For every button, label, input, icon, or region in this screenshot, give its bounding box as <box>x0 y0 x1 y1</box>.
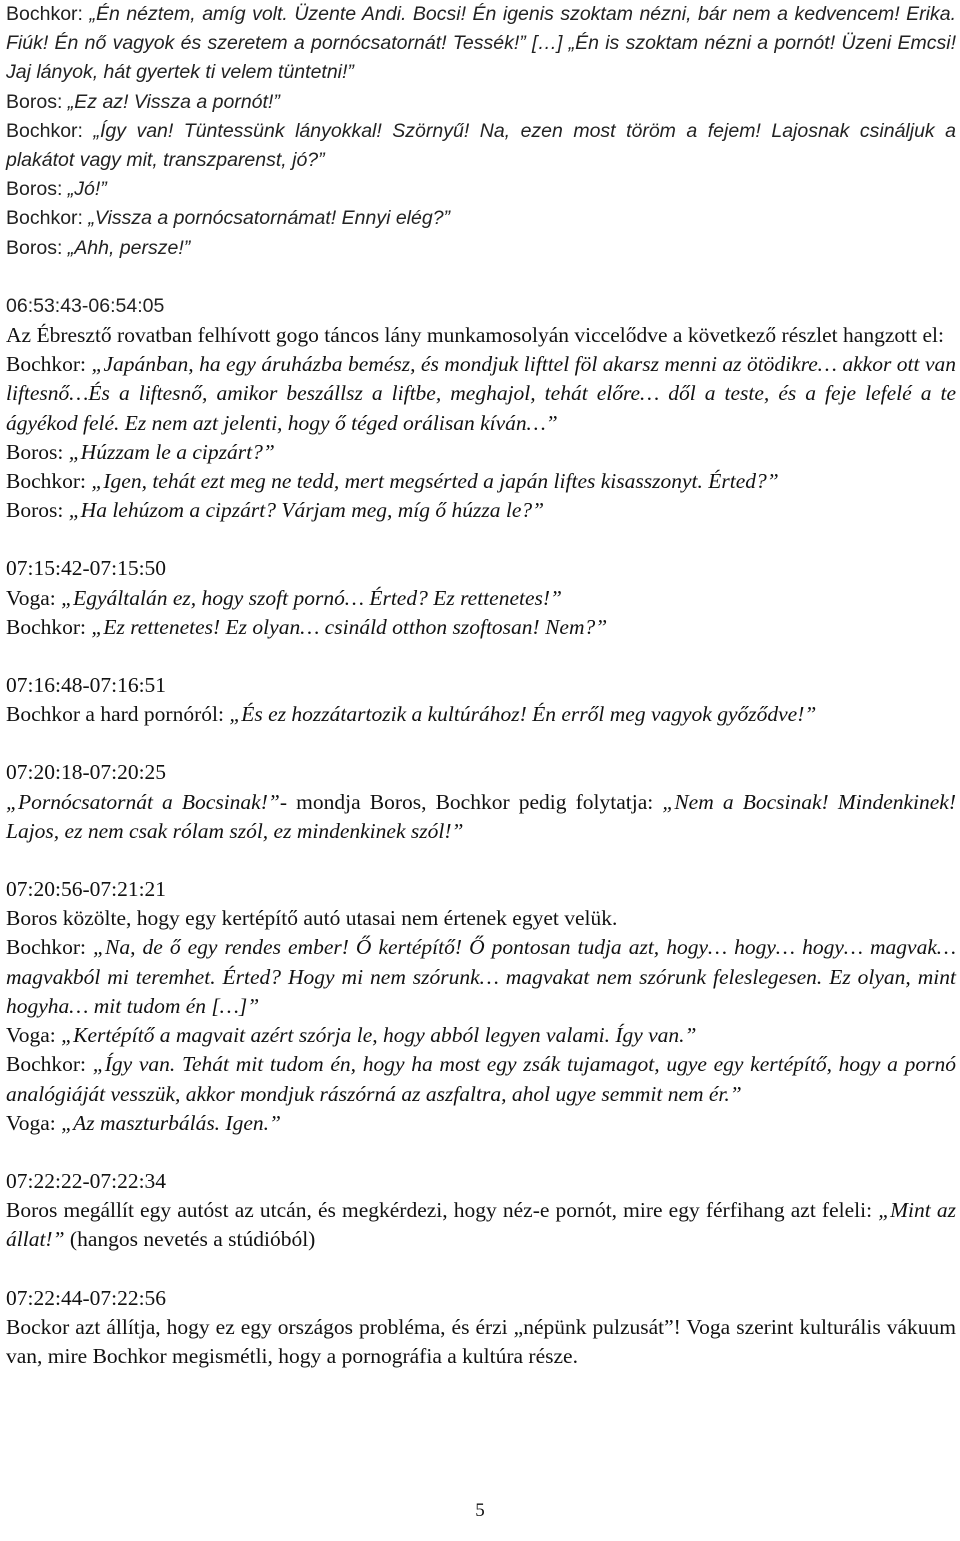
narration-text: Boros közölte, hogy egy kertépítő autó utasai nem értenek egyet velük. <box>6 906 618 931</box>
quoted-speech: „Nem a Bocsinak! Mindenkinek! Lajos, ez nem csak rólam szól, ez mindenkinek szól!” <box>6 789 957 843</box>
timestamp-heading: 07:16:48-07:16:51 <box>6 673 167 698</box>
narration-text: Bochkor: <box>6 614 92 639</box>
section-paragraphs <box>6 700 956 729</box>
quoted-speech: „Kertépítő a magvait azért szórja le, hogy abból legyen valami. Így van.” <box>61 1023 697 1048</box>
quoted-speech: „Húzzam le a cipzárt?” <box>68 439 275 464</box>
narration-text: Bochkor: <box>6 935 94 960</box>
narration-text: Bochkor: <box>6 3 90 25</box>
page-number: 5 <box>475 1500 485 1521</box>
transcript-paragraph <box>6 204 956 233</box>
timestamp-heading: 06:53:43-06:54:05 <box>6 294 165 317</box>
narration-text: Boros: <box>6 178 68 201</box>
transcript-section-2 <box>6 292 956 526</box>
quoted-speech: „Pornócsatornát a Bocsinak!” <box>6 789 280 814</box>
narration-text: Az Ébresztő rovatban felhívott gogo táncos lány munkamosolyán viccelődve a következő részlet hangzott el: <box>6 323 944 348</box>
transcript-paragraph <box>6 700 956 729</box>
transcript-paragraph <box>6 933 956 1021</box>
quoted-speech: „Ahh, persze!” <box>67 236 191 259</box>
quoted-speech: „És ez hozzátartozik a kultúrához! Én erről meg vagyok győződve!” <box>229 702 817 727</box>
transcript-paragraph <box>6 1050 956 1108</box>
transcript-paragraph <box>6 234 956 263</box>
transcript-paragraph <box>6 0 956 88</box>
transcript-paragraph <box>6 88 956 117</box>
section-paragraphs <box>6 584 956 642</box>
narration-text: Bockor azt állítja, hogy ez egy országos probléma, és érzi „népünk pulzusát”! Voga szerint kulturális vákuum van, mire Bochkor megismétli, hogy a pornográfia a kultúra része. <box>6 1314 956 1368</box>
narration-text: Boros megállít egy autóst az utcán, és megkérdezi, hogy néz-e pornót, mire egy férfihang azt feleli: <box>6 1198 879 1223</box>
section-paragraphs <box>6 788 956 846</box>
transcript-paragraph <box>6 438 956 467</box>
transcript-paragraph <box>6 1021 956 1050</box>
narration-text: Boros: <box>6 236 68 259</box>
transcript-section-8 <box>6 1284 956 1372</box>
quoted-speech: „Jó!” <box>67 178 107 201</box>
transcript-paragraph <box>6 175 956 204</box>
narration-text: (hangos nevetés a stúdióból) <box>64 1227 316 1252</box>
document-page <box>6 0 956 1371</box>
section-paragraphs <box>6 1196 956 1254</box>
transcript-paragraph <box>6 788 956 846</box>
narration-text: Bochkor: <box>6 207 89 230</box>
quoted-speech: „Na, de ő egy rendes ember! Ő kertépítő! Ő pontosan tudja azt, hogy… hogy… hogy… magvak…magvakból mi teremhet. Érted? Hogy mi nem szórunk… magvakat nem szórunk feleslegesen. Ez olyan, mint hogyha… mit tudom én […]” <box>6 935 956 1018</box>
section-paragraphs <box>6 904 956 1138</box>
transcript-paragraph <box>6 584 956 613</box>
dialogue-lines <box>6 0 956 263</box>
transcript-paragraph <box>6 496 956 525</box>
transcript-paragraph <box>6 117 956 175</box>
quoted-speech: „Így van. Tehát mit tudom én, hogy ha most egy zsák tujamagot, ugye egy kertépítő, hogy a pornó analógiáját vesszük, akkor mondjuk rászórná az aszfaltra, ahol ugye semmit nem ér.” <box>6 1052 956 1106</box>
narration-text: Bochkor: <box>6 469 92 494</box>
quoted-speech: „Ha lehúzom a cipzárt? Várjam meg, míg ő húzza le?” <box>68 498 545 523</box>
narration-text: Boros: <box>6 498 69 523</box>
transcript-paragraph <box>6 321 956 350</box>
transcript-paragraph <box>6 1313 956 1371</box>
narration-text: Bochkor a hard pornóról: <box>6 702 230 727</box>
transcript-section-3 <box>6 554 956 642</box>
narration-text: Bochkor: <box>6 119 94 142</box>
transcript-paragraph <box>6 1196 956 1254</box>
timestamp-heading: 07:22:22-07:22:34 <box>6 1168 167 1193</box>
timestamp-heading: 07:20:18-07:20:25 <box>6 760 167 785</box>
timestamp-heading: 07:20:56-07:21:21 <box>6 877 167 902</box>
quoted-speech: „Ez rettenetes! Ez olyan… csináld otthon szoftosan! Nem?” <box>91 614 608 639</box>
transcript-section-4 <box>6 671 956 729</box>
narration-text: Bochkor: <box>6 1052 93 1077</box>
narration-text: Voga: <box>6 1023 62 1048</box>
quoted-speech: „Japánban, ha egy áruházba bemész, és mondjuk lifttel föl akarsz menni az ötödikre… akkor ott van liftesnő…És a liftesnő, amikor beszállsz a liftbe, meghajol, tehát előre… dől a teste, és a feje lefelé a te ágyékod felé. Ez nem azt jelenti, hogy ő téged orálisan kíván…” <box>6 352 956 435</box>
timestamp-heading: 07:22:44-07:22:56 <box>6 1285 167 1310</box>
quoted-speech: „Ez az! Vissza a pornót!” <box>67 90 280 113</box>
transcript-paragraph <box>6 1109 956 1138</box>
narration-text: Boros: <box>6 90 68 113</box>
narration-text: Bochkor: <box>6 352 92 377</box>
transcript-paragraph <box>6 613 956 642</box>
transcript-paragraph <box>6 350 956 438</box>
transcript-section-1 <box>6 0 956 263</box>
narration-text: Voga: <box>6 585 62 610</box>
quoted-speech: „Mint az állat!” <box>6 1198 956 1252</box>
quoted-speech: „Igen, tehát ezt meg ne tedd, mert megsérted a japán liftes kisasszonyt. Érted?” <box>91 469 779 494</box>
transcript-section-7 <box>6 1167 956 1255</box>
quoted-speech: „Egyáltalán ez, hogy szoft pornó… Érted? Ez rettenetes!” <box>61 585 562 610</box>
quoted-speech: „Az maszturbálás. Igen.” <box>61 1110 281 1135</box>
timestamp-heading: 07:15:42-07:15:50 <box>6 556 167 581</box>
quoted-speech: „Vissza a pornócsatornámat! Ennyi elég?” <box>88 207 451 230</box>
transcript-paragraph <box>6 467 956 496</box>
quoted-speech: „Így van! Tüntessünk lányokkal! Szörnyű! Na, ezen most töröm a fejem! Lajosnak csináljuk a plakátot vagy mit, transzparenst, jó?” <box>6 119 957 172</box>
transcript-paragraph <box>6 904 956 933</box>
narration-text: - mondja Boros, Bochkor pedig folytatja: <box>279 789 663 814</box>
quoted-speech: „Én néztem, amíg volt. Üzente Andi. Bocsi! Én igenis szoktam nézni, bár nem a kedvencem! Erika. Fiúk! Én nő vagyok és szeretem a pornócsatornát! Tessék!” […] „Én is szoktam nézni a pornót! Üzeni Emcsi! Jaj lányok, hát gyertek ti velem tüntetni!” <box>6 3 956 84</box>
section-paragraphs <box>6 321 956 525</box>
section-paragraphs <box>6 1313 956 1371</box>
transcript-section-5 <box>6 758 956 846</box>
transcript-section-6 <box>6 875 956 1138</box>
narration-text: Boros: <box>6 439 69 464</box>
narration-text: Voga: <box>6 1110 62 1135</box>
